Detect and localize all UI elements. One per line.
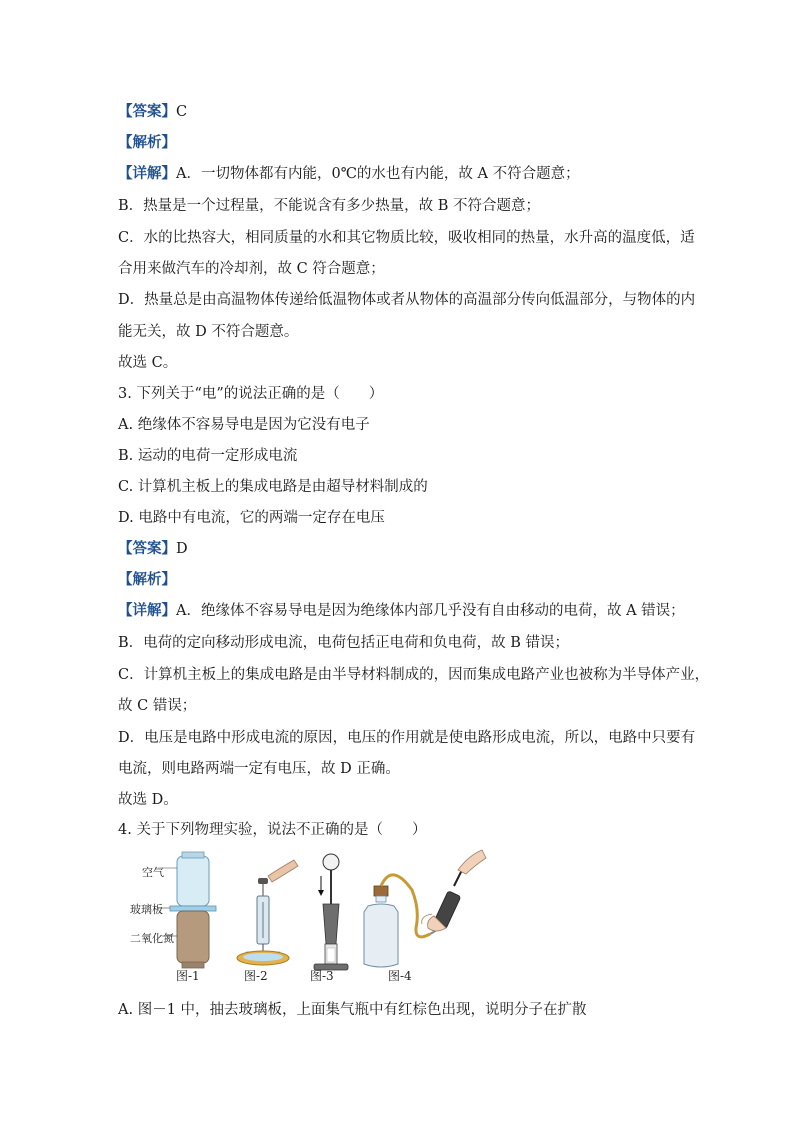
line-text: 能无关，故 D 不符合题意。 — [118, 324, 299, 340]
line-text: A．绝缘体不容易导电是因为绝缘体内部几乎没有自由移动的电荷，故 A 错误； — [176, 603, 685, 619]
line-tag: 【答案】 — [118, 103, 176, 120]
caption-fig-2: 图-2 — [244, 969, 268, 983]
text-line-19 — [118, 665, 709, 685]
line-text: D — [176, 541, 188, 557]
text-line-21 — [118, 728, 695, 748]
option-a — [118, 415, 370, 435]
caption-fig-1: 图-1 — [176, 969, 200, 983]
line-text: 3. 下列关于“电”的说法正确的是（ ） — [118, 386, 384, 402]
text-line-3 — [118, 164, 580, 184]
option-d — [118, 508, 385, 528]
line-text: B. 运动的电荷一定形成电流 — [118, 448, 298, 464]
option-a-q4 — [118, 1000, 587, 1020]
line-text: B．电荷的定向移动形成电流，电荷包括正电荷和负电荷，故 B 错误； — [118, 635, 570, 651]
line-text: B．热量是一个过程量，不能说含有多少热量，故 B 不符合题意； — [118, 198, 541, 214]
line-text: A. 绝缘体不容易导电是因为它没有电子 — [118, 417, 370, 433]
question-3-stem — [118, 384, 383, 404]
line-text: D．电压是电路中形成电流的原因，电压的作用就是使电路形成电流，所以，电路中只要有 — [118, 730, 696, 746]
text-line-22 — [118, 759, 400, 779]
text-line-17 — [118, 601, 685, 621]
text-line-8 — [118, 322, 298, 342]
line-text: 电流，则电路两端一定有电压，故 D 正确。 — [118, 761, 400, 777]
experiment-figure — [130, 848, 490, 988]
text-line-18 — [118, 633, 569, 653]
line-text: 故 C 错误； — [118, 698, 197, 714]
line-text: C — [176, 104, 188, 120]
label-nitrogen-dioxide: 二氧化氮 — [130, 932, 174, 945]
text-line-2 — [118, 133, 176, 153]
text-line-1 — [118, 102, 187, 122]
option-c — [118, 477, 428, 497]
line-text: 故选 C。 — [118, 355, 178, 371]
line-tag: 【解析】 — [118, 571, 176, 588]
line-text: C. 计算机主板上的集成电路是由超导材料制成的 — [118, 479, 428, 495]
text-line-15 — [118, 539, 188, 559]
figure-3-air-compression-cylinder — [314, 854, 348, 970]
figure-2-spring-scale-glass-plate — [237, 860, 298, 965]
figure-4-bottle-and-pump — [364, 850, 486, 967]
question-4-stem — [118, 820, 426, 840]
line-text: A. 图－1 中，抽去玻璃板，上面集气瓶中有红棕色出现，说明分子在扩散 — [118, 1002, 587, 1018]
line-text: 4. 关于下列物理实验，说法不正确的是（ ） — [118, 822, 427, 838]
line-tag: 【答案】 — [118, 540, 176, 557]
text-line-5 — [118, 228, 695, 248]
line-text: 故选 D。 — [118, 792, 178, 808]
text-line-20 — [118, 696, 196, 716]
label-air: 空气 — [142, 866, 164, 879]
text-line-6 — [118, 259, 385, 279]
label-glass-plate: 玻璃板 — [130, 903, 163, 916]
text-line-4 — [118, 196, 540, 216]
text-line-16 — [118, 570, 176, 590]
option-b — [118, 446, 297, 466]
line-tag: 【详解】 — [118, 602, 176, 619]
line-tag: 【解析】 — [118, 134, 176, 151]
text-line-9 — [118, 353, 177, 373]
line-text: 合用来做汽车的冷却剂，故 C 符合题意； — [118, 261, 385, 277]
caption-fig-4: 图-4 — [388, 969, 412, 983]
line-text: C．计算机主板上的集成电路是由半导材料制成的，因而集成电路产业也被称为半导体产业， — [118, 667, 710, 683]
line-text: D．热量总是由高温物体传递给低温物体或者从物体的高温部分传向低温部分，与物体的内 — [118, 292, 696, 308]
line-text: D. 电路中有电流，它的两端一定存在电压 — [118, 510, 385, 526]
figure-1-diffusion-jars — [158, 852, 216, 968]
line-tag: 【详解】 — [118, 165, 176, 182]
line-text: C．水的比热容大，相同质量的水和其它物质比较，吸收相同的热量，水升高的温度低，适 — [118, 230, 695, 246]
text-line-23 — [118, 790, 178, 810]
line-text: A．一切物体都有内能，0℃的水也有内能，故 A 不符合题意； — [176, 166, 580, 182]
caption-fig-3: 图-3 — [310, 969, 334, 983]
text-line-7 — [118, 290, 695, 310]
